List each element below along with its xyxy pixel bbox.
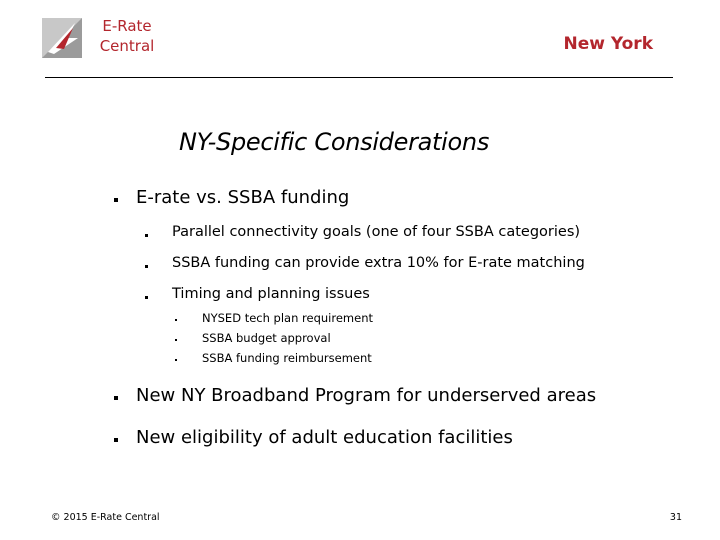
bullet-marker [175,359,177,361]
bullet-1-sub-1: Parallel connectivity goals (one of four SSBA categories) [172,224,581,240]
bullet-marker [145,234,148,237]
bullet-marker [114,396,118,400]
page-number: 31 [669,512,682,523]
bullet-1-sub-3: Timing and planning issues [172,286,370,302]
header-divider [45,77,673,78]
bullet-marker [114,198,118,202]
bullet-marker [175,339,177,341]
logo [42,16,162,62]
logo-line-2: Central [99,37,155,55]
bullet-3: New eligibility of adult education facilities [136,427,513,448]
bullet-marker [145,296,148,299]
bullet-1-sub-3-item-1: NYSED tech plan requirement [202,311,374,325]
logo-line-1: E-Rate [102,17,152,35]
bullet-1: E-rate vs. SSBA funding [136,187,350,208]
bullet-2: New NY Broadband Program for underserved areas [136,385,597,406]
bullet-1-sub-3-item-2: SSBA budget approval [202,331,331,345]
bullet-1-sub-3-item-3: SSBA funding reimbursement [202,351,372,365]
bullet-marker [114,438,118,442]
logo-text [96,16,158,56]
slide-title: NY-Specific Considerations [178,128,490,156]
bullet-1-sub-2: SSBA funding can provide extra 10% for E-rate matching [172,255,585,271]
erate-logo-icon [42,18,82,58]
footer-copyright: © 2015 E-Rate Central [51,512,160,523]
bullet-marker [175,319,177,321]
bullet-marker [145,265,148,268]
region-label: New York [563,34,653,54]
